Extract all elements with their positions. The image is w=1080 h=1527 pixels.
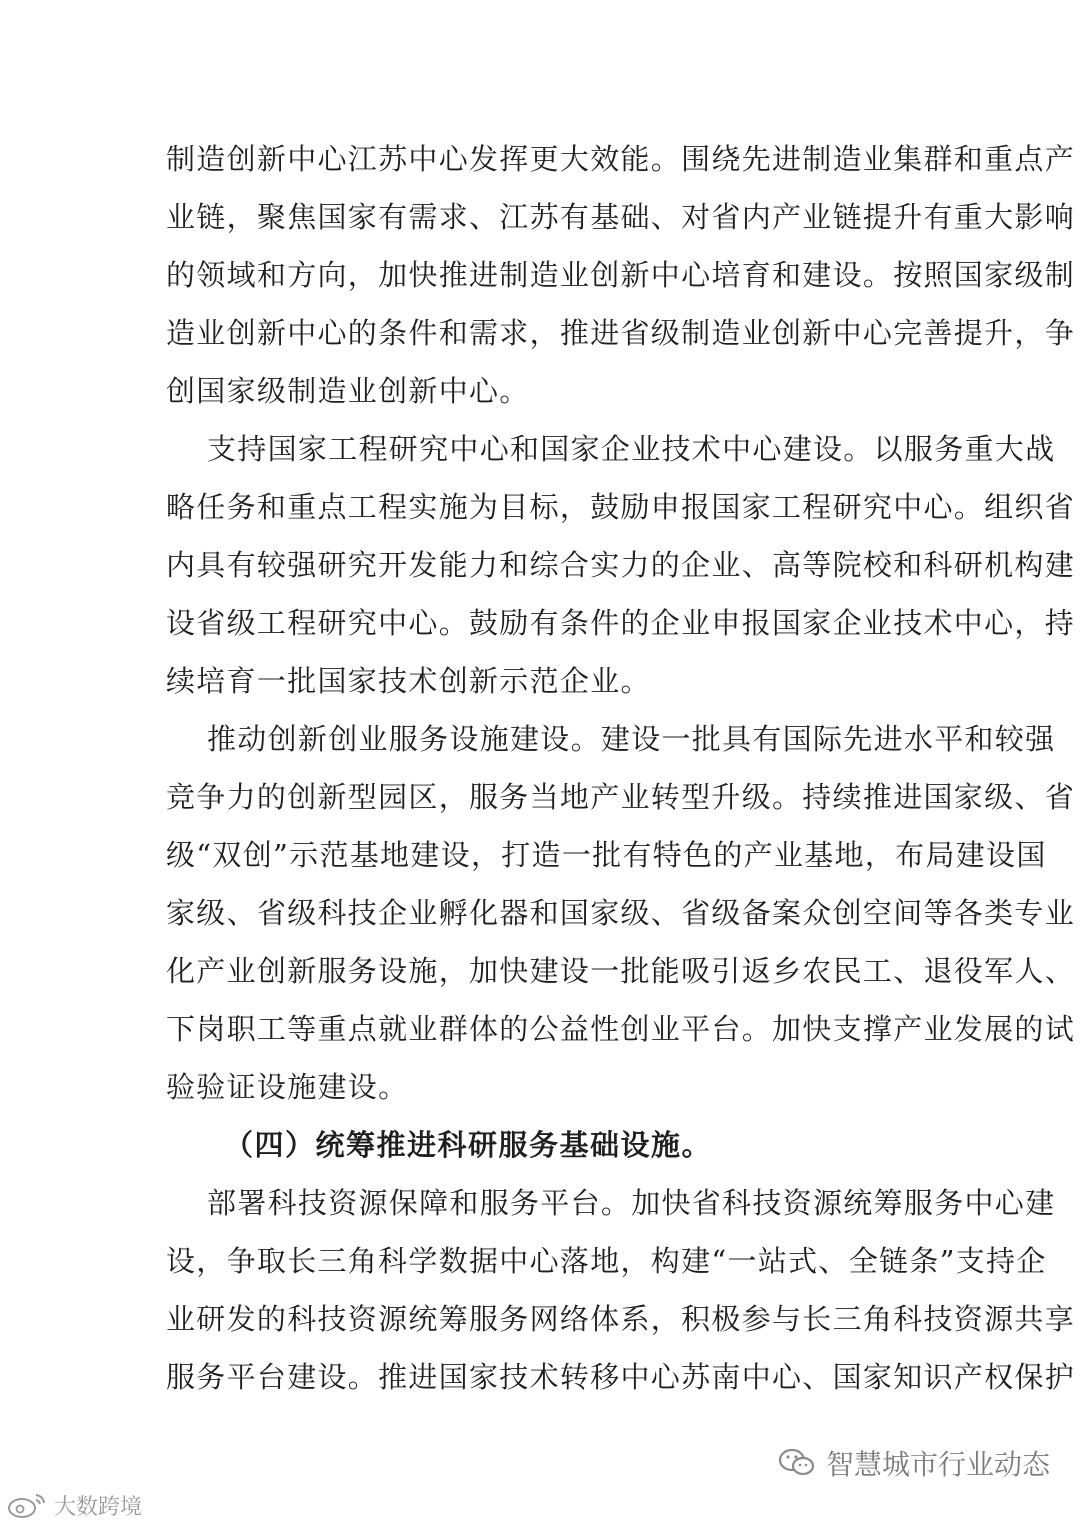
weibo-account-name: 大数跨境 [54,1494,143,1520]
body-text-line: 制造创新中心江苏中心发挥更大效能。围绕先进制造业集群和重点产 [166,142,1076,176]
weibo-watermark [6,1490,142,1520]
body-text-line: 的领域和方向，加快推进制造业创新中心培育和建设。按照国家级制 [166,258,1076,292]
wechat-account-name: 智慧城市行业动态 [826,1448,1051,1481]
paragraph-first-line: 部署科技资源保障和服务平台。加快省科技资源统筹服务中心建 [207,1186,1056,1220]
paragraph-first-line: 推动创新创业服务设施建设。建设一批具有国际先进水平和较强 [207,722,1056,756]
body-text-line: 服务平台建设。推进国家技术转移中心苏南中心、国家知识产权保护 [166,1360,1076,1394]
body-text-line: 家级、省级科技企业孵化器和国家级、省级备案众创空间等各类专业 [166,896,1076,930]
body-text-line: 化产业创新服务设施，加快建设一批能吸引返乡农民工、退役军人、 [166,954,1076,988]
body-text-line: 造业创新中心的条件和需求，推进省级制造业创新中心完善提升，争 [166,316,1076,350]
body-text-line: 业链，聚焦国家有需求、江苏有基础、对省内产业链提升有重大影响 [166,200,1076,234]
body-text-line: 设省级工程研究中心。鼓励有条件的企业申报国家企业技术中心，持 [166,606,1076,640]
wechat-watermark [778,1443,1050,1483]
body-text-line: 续培育一批国家技术创新示范企业。 [166,664,651,698]
body-text-line: 竞争力的创新型园区，服务当地产业转型升级。持续推进国家级、省 [166,780,1076,814]
body-text-line: 略任务和重点工程实施为目标，鼓励申报国家工程研究中心。组织省 [166,490,1076,524]
body-text-line: 下岗职工等重点就业群体的公益性创业平台。加快支撑产业发展的试 [166,1012,1076,1046]
body-text-line: 验验证设施建设。 [166,1070,409,1104]
body-text-line: 设，争取长三角科学数据中心落地，构建“一站式、全链条”支持企 [166,1244,1047,1278]
paragraph-first-line: 支持国家工程研究中心和国家企业技术中心建设。以服务重大战 [207,432,1056,466]
body-text-line: 级“双创”示范基地建设，打造一批有特色的产业基地，布局建设国 [166,838,1047,872]
body-text-line: 创国家级制造业创新中心。 [166,374,530,408]
body-text-line: 内具有较强研究开发能力和综合实力的企业、高等院校和科研机构建 [166,548,1076,582]
wechat-icon [778,1447,816,1479]
body-text-line: 业研发的科技资源统筹服务网络体系，积极参与长三角科技资源共享 [166,1302,1076,1336]
section-heading: （四）统筹推进科研服务基础设施。 [224,1128,713,1162]
weibo-icon [6,1491,48,1519]
